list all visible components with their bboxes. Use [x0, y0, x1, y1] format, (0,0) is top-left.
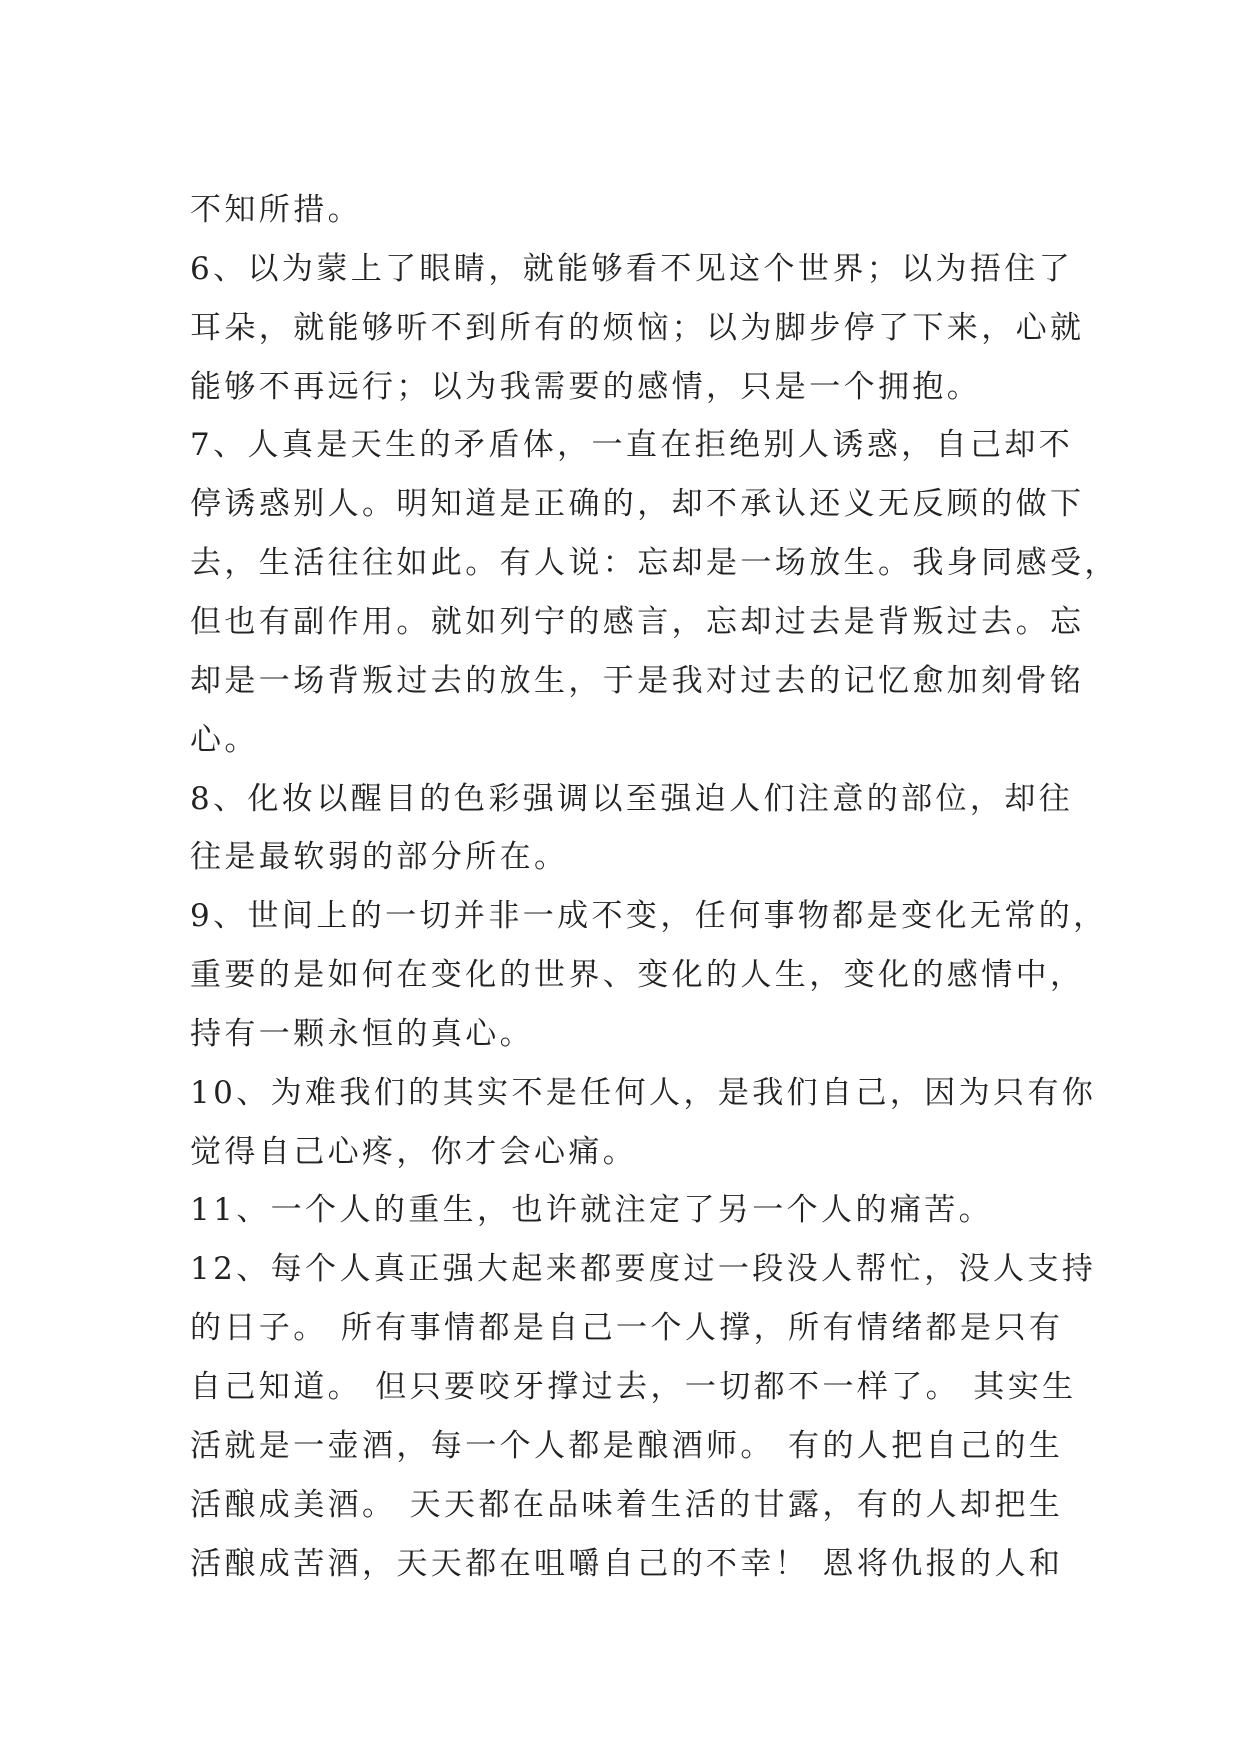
- text-line: 持有一颗永恒的真心。: [190, 1015, 534, 1052]
- text-line: 能够不再远行；以为我需要的感情，只是一个拥抱。: [190, 368, 982, 405]
- text-line: 活酿成美酒。 天天都在品味着生活的甘露，有的人却把生: [190, 1486, 1064, 1523]
- text-line: 8、化妆以醒目的色彩强调以至强迫人们注意的部位，却往: [190, 780, 1074, 817]
- text-line: 不知所措。: [190, 192, 362, 228]
- text-line: 心。: [190, 721, 259, 758]
- text-line: 停诱惑别人。明知道是正确的，却不承认还义无反顾的做下: [190, 486, 1085, 523]
- text-line: 活就是一壶酒，每一个人都是酿酒师。 有的人把自己的生: [190, 1427, 1064, 1464]
- text-line: 去，生活往往如此。有人说：忘却是一场放生。我身同感受，: [190, 545, 1119, 582]
- text-line: 6、以为蒙上了眼睛，就能够看不见这个世界；以为捂住了: [190, 250, 1074, 287]
- text-line: 却是一场背叛过去的放生，于是我对过去的记忆愈加刻骨铭: [190, 662, 1085, 699]
- text-line: 自己知道。 但只要咬牙撑过去，一切都不一样了。 其实生: [190, 1369, 1077, 1405]
- text-line: 11、一个人的重生，也许就注定了另一个人的痛苦。: [190, 1192, 994, 1229]
- text-line: 12、每个人真正强大起来都要度过一段没人帮忙，没人支持: [190, 1251, 1097, 1288]
- text-line: 9、世间上的一切并非一成不变，任何事物都是变化无常的，: [190, 898, 1108, 935]
- text-line: 耳朵，就能够听不到所有的烦恼；以为脚步停了下来，心就: [190, 309, 1085, 346]
- text-line: 但也有副作用。就如列宁的感言，忘却过去是背叛过去。忘: [190, 603, 1085, 640]
- text-line: 7、人真是天生的矛盾体，一直在拒绝别人诱惑，自己却不: [190, 427, 1074, 464]
- text-line: 10、为难我们的其实不是任何人，是我们自己，因为只有你: [190, 1074, 1097, 1111]
- text-line: 觉得自己心疼，你才会心痛。: [190, 1133, 638, 1170]
- text-line: 重要的是如何在变化的世界、变化的人生，变化的感情中，: [190, 957, 1085, 994]
- text-line: 往是最软弱的部分所在。: [190, 839, 569, 876]
- text-line: 活酿成苦酒，天天都在咀嚼自己的不幸！ 恩将仇报的人和: [190, 1545, 1064, 1582]
- text-line: 的日子。 所有事情都是自己一个人撑，所有情绪都是只有: [190, 1310, 1064, 1347]
